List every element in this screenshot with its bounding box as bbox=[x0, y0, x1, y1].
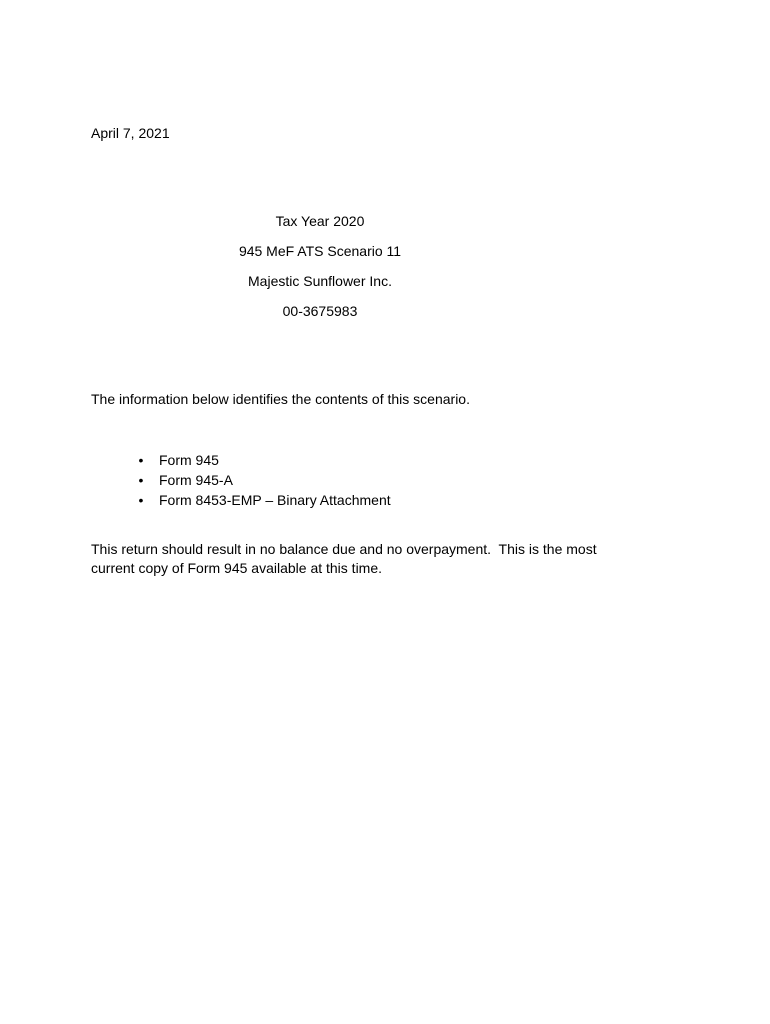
closing-line-1: This return should result in no balance due and no overpayment. This is the most bbox=[91, 541, 597, 557]
bullet-icon: • bbox=[138, 452, 144, 468]
letter-date: April 7, 2021 bbox=[91, 125, 170, 141]
form-label: Form 8453-EMP – Binary Attachment bbox=[159, 492, 391, 508]
closing-line-2: current copy of Form 945 available at this time. bbox=[91, 559, 383, 576]
bullet-icon: • bbox=[138, 492, 144, 508]
list-item bbox=[136, 450, 391, 470]
scenario-heading: 945 MeF ATS Scenario 11 bbox=[238, 243, 402, 259]
tax-year-heading: Tax Year 2020 bbox=[275, 213, 365, 229]
forms-list bbox=[136, 450, 391, 510]
intro-paragraph: The information below identifies the contents of this scenario. bbox=[91, 391, 470, 407]
list-item bbox=[136, 490, 391, 510]
bullet-icon: • bbox=[138, 472, 144, 488]
form-label: Form 945 bbox=[159, 452, 219, 468]
list-item bbox=[136, 470, 391, 490]
company-ein: 00-3675983 bbox=[282, 303, 358, 319]
form-label: Form 945-A bbox=[159, 472, 233, 488]
closing-paragraph bbox=[91, 540, 671, 577]
company-name: Majestic Sunflower Inc. bbox=[248, 273, 392, 289]
